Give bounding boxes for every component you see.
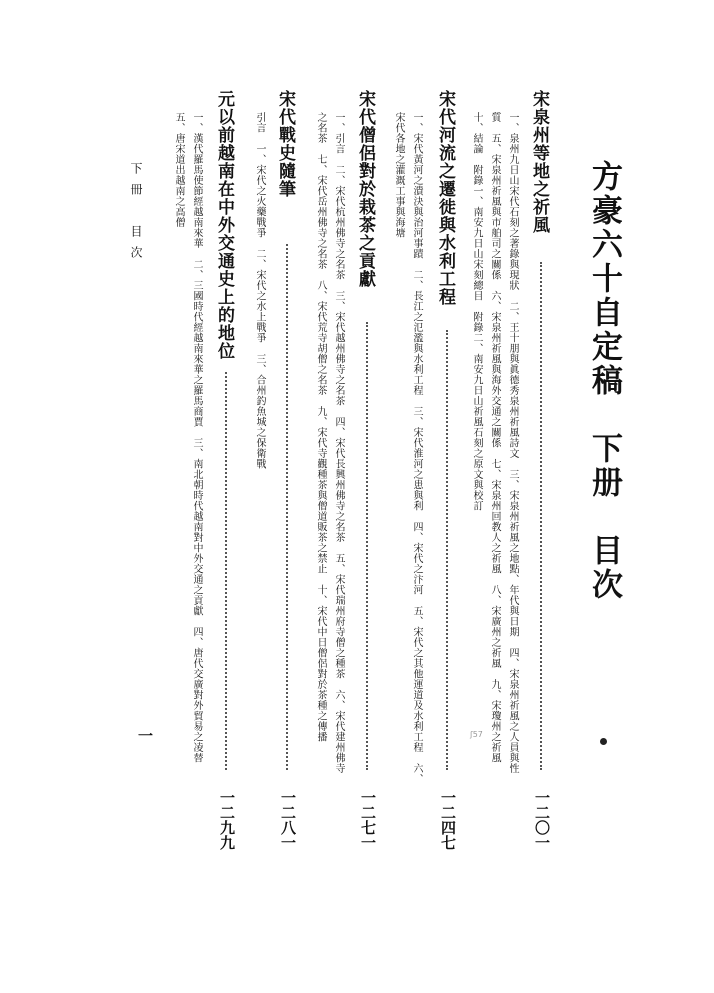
leader-dots-4 bbox=[286, 244, 288, 770]
section-page-1: 一二〇一 bbox=[533, 790, 551, 850]
section-page-2: 一二四七 bbox=[439, 790, 457, 850]
section-heading-5: 元以前越南在中外交通史上的地位 bbox=[214, 90, 234, 360]
footer-label: 下冊 目次 bbox=[129, 162, 143, 267]
section-1-line-1: 一、泉州九日山宋代石刻之著錄與現狀 二、王十朋與眞德秀泉州祈風詩文 三、宋泉州祈風之地點、年代與日期 四、宋泉州祈風之人員與性 bbox=[507, 112, 518, 774]
section-page-3: 一二七一 bbox=[359, 790, 377, 850]
decorative-dot bbox=[600, 738, 607, 745]
section-heading-3: 宋代僧侶對於栽茶之貢獻 bbox=[355, 90, 375, 288]
leader-dots-1 bbox=[540, 262, 542, 770]
section-3-line-2: 之名茶 七、宋代岳州佛寺之名茶 八、宋代荒寺胡僧之名茶 九、宋代寺觀種茶與僧道販茶之禁止 十、宋代中日僧侶對於茶種之傳播 bbox=[315, 112, 326, 742]
section-3-line-1: 一、引言 二、宋代杭州佛寺之名茶 三、宋代越州佛寺之名茶 四、宋代長興州佛寺之名茶 五、宋代瑞州府寺僧之種茶 六、宋代建州佛寺 bbox=[333, 112, 344, 774]
section-5-line-1: 一、漢代羅馬使節經越南來華 二、三國時代經越南來華之羅馬商賈 三、南北朝時代越南對中外交通之貢獻 四、唐代交廣對外貿易之凌替 bbox=[191, 112, 202, 763]
section-2-line-2: 宋代各地之灌溉工事與海塘 bbox=[393, 112, 404, 238]
section-1-line-3: 十、結論 附錄一、南安九日山宋刻總目 附錄二、南安九日山祈風石刻之原文與校訂 bbox=[471, 112, 482, 511]
section-heading-1: 宋泉州等地之祈風 bbox=[529, 90, 549, 234]
page-number: 一 bbox=[136, 728, 154, 743]
section-heading-4: 宋代戰史隨筆 bbox=[275, 90, 295, 198]
leader-dots-3 bbox=[366, 322, 368, 770]
section-heading-2: 宋代河流之遷徙與水利工程 bbox=[435, 90, 455, 306]
page-title: 方豪六十自定稿 下册 目次 bbox=[586, 160, 622, 602]
leader-dots-5 bbox=[225, 372, 227, 770]
section-2-line-1: 一、宋代黃河之潰決與治河事蹟 二、長江之氾濫與水利工程 三、宋代淮河之患與利 四、宋代之汴河 五、宋代之其他運道及水利工程 六、 bbox=[411, 112, 422, 784]
section-page-5: 一二九九 bbox=[218, 790, 236, 850]
section-5-line-2: 五、唐宋道出越南之高僧 bbox=[173, 112, 184, 228]
section-page-4: 一二八一 bbox=[279, 790, 297, 850]
faint-mark: ʃ57 bbox=[470, 730, 483, 739]
section-1-line-2: 質 五、宋泉州祈風與市舶司之關係 六、宋泉州祈風與海外交通之關係 七、宋泉州回教人之祈風 八、宋廣州之祈風 九、宋瓊州之祈風 bbox=[489, 112, 500, 763]
section-4-line-1: 引言 一、宋代之火藥戰爭 二、宋代之水上戰爭 三、合州釣魚城之保衛戰 bbox=[254, 112, 265, 469]
leader-dots-2 bbox=[446, 330, 448, 770]
